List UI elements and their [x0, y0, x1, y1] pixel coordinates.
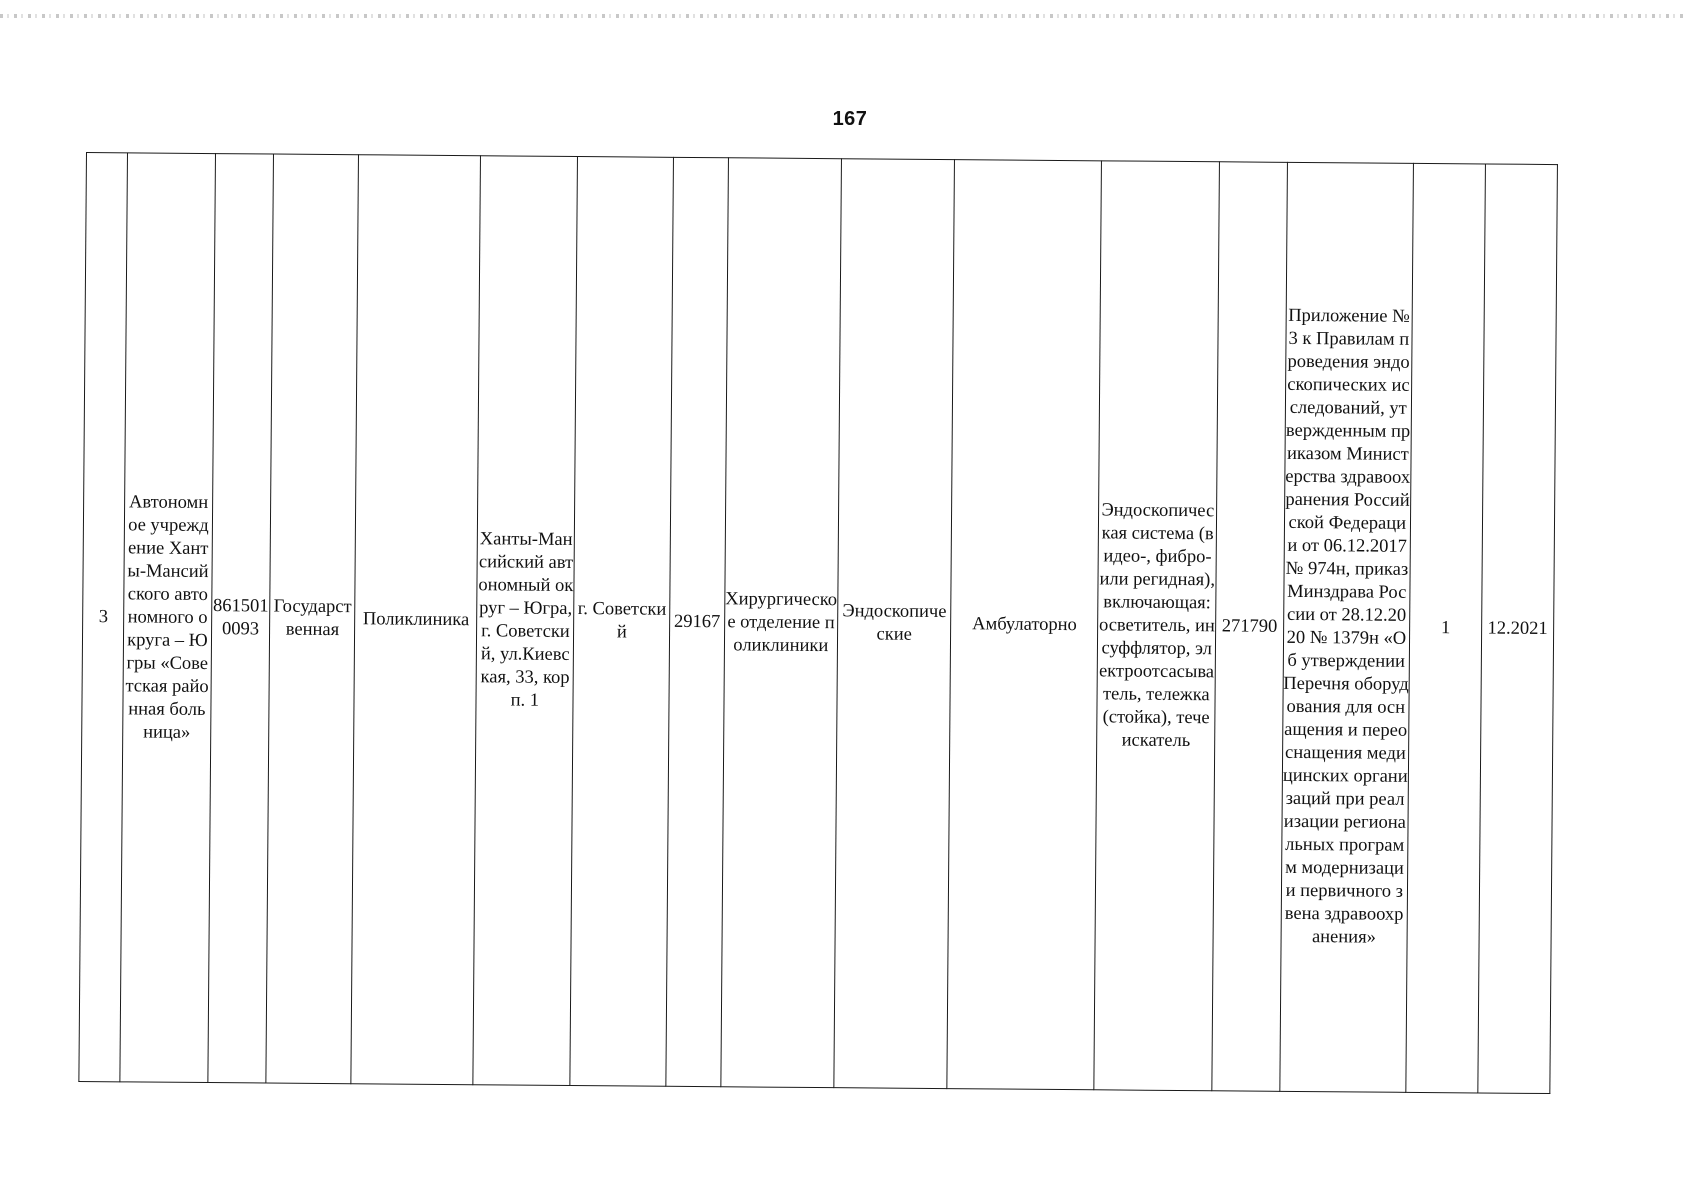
cell-equipment: Эндоскопическая система (видео-, фибро- или регидная), включающая: осветитель, инсуффлятор, электроотсасыватель, тележка (стойка), течеискатель: [1094, 161, 1219, 1091]
cell-quantity: 1: [1406, 163, 1486, 1093]
page-number: 167: [832, 108, 868, 130]
cell-legal-basis: Приложение № 3 к Правилам проведения эндоскопических исследований, утвержденным приказом Министерства здравоохранения Российской Федерации от 06.12.2017 № 974н, приказ Минздрава России от 28.12.2020 № 1379н «Об утверждении Перечня оборудования для оснащения и переоснащения медицинских организаций при реализации региональных программ модернизации первичного звена здравоохранения»: [1279, 162, 1413, 1092]
scan-edge-artifact: [0, 14, 1686, 18]
cell-inn: 8615010093: [207, 154, 273, 1083]
cell-organization: Автономное учреждение Ханты-Мансийского автономного округа – Югры «Советская районная больница»: [120, 153, 215, 1083]
table-row: [79, 153, 1558, 1094]
equipment-register-table: [78, 152, 1558, 1094]
cell-equipment-code: 271790: [1212, 162, 1287, 1092]
register-table-wrapper: [78, 152, 1558, 1094]
cell-address: Ханты-Мансийский автономный округ – Югра, г. Советский, ул.Киевская, 33, корп. 1: [473, 156, 578, 1086]
cell-care-condition: Амбулаторно: [947, 160, 1102, 1090]
cell-facility-type: Поликлиника: [351, 155, 481, 1085]
cell-code: 29167: [666, 157, 728, 1086]
cell-ownership: Государственная: [266, 154, 359, 1084]
cell-row-index: 3: [79, 153, 128, 1082]
cell-settlement: г. Советский: [570, 157, 673, 1087]
cell-delivery-date: 12.2021: [1478, 164, 1558, 1094]
cell-profile: Эндоскопические: [834, 159, 955, 1089]
cell-department: Хирургическое отделение поликлиники: [721, 158, 842, 1088]
